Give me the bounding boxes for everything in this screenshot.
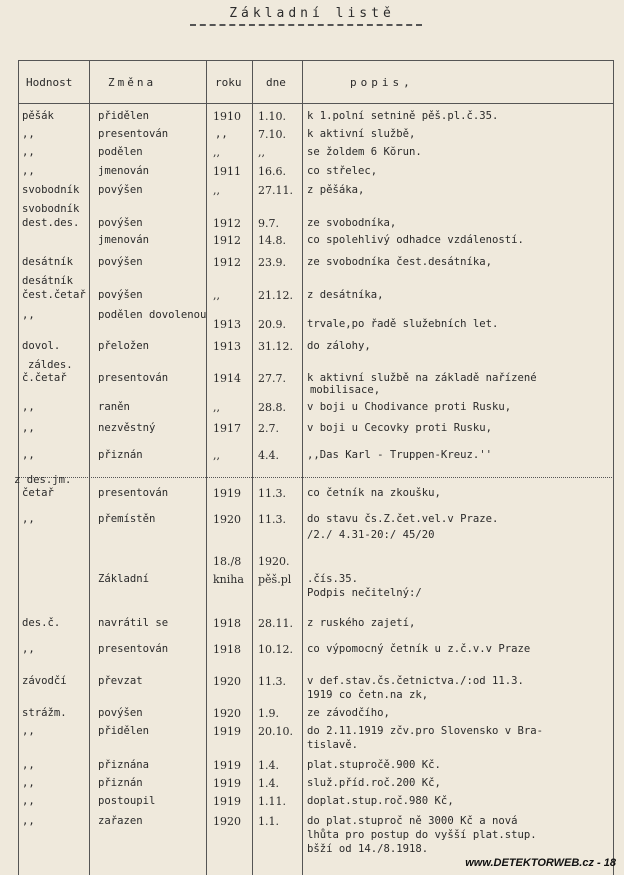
col-border-right — [613, 60, 614, 875]
cell-change: nezvěstný — [98, 422, 156, 434]
cell-year: 1919 — [213, 487, 241, 500]
annotation-text: svobodník — [22, 203, 80, 215]
cell-desc: trvale,po řadě služebních let. — [307, 318, 499, 330]
cell-desc: plat.stupročě.900 Kč. — [307, 759, 441, 771]
cell-desc: doplat.stup.roč.980 Kč, — [307, 795, 454, 807]
cell-year: 1912 — [213, 234, 241, 247]
cell-rank: závodčí — [22, 675, 67, 687]
cell-day: 11.3. — [258, 675, 286, 688]
cell-day: 14.8. — [258, 234, 286, 247]
cell-year: kniha — [213, 573, 244, 586]
cell-change: presentován — [98, 372, 169, 384]
cell-year: ,, — [213, 401, 220, 414]
cell-change: přiznán — [98, 449, 143, 461]
cell-change: jmenován — [98, 234, 150, 246]
cell-change: raněn — [98, 401, 130, 413]
cell-desc: z pěšáka, — [307, 184, 365, 196]
cell-desc: do zálohy, — [307, 340, 371, 352]
cell-desc: k aktivní službě, — [307, 128, 416, 140]
cell-day: 10.12. — [258, 643, 293, 656]
cell-desc: 1919 co četn.na zk, — [307, 689, 429, 701]
cell-rank: ,, — [22, 795, 35, 807]
cell-year: 1911 — [213, 165, 241, 178]
cell-change: zařazen — [98, 815, 143, 827]
col-border-day — [302, 60, 303, 875]
cell-rank: četař — [22, 487, 54, 499]
cell-year: 1919 — [213, 725, 241, 738]
cell-desc: z desátníka, — [307, 289, 384, 301]
cell-change: povýšen — [98, 289, 143, 301]
cell-rank: strážm. — [22, 707, 67, 719]
cell-change: povýšen — [98, 217, 143, 229]
cell-day: 2.7. — [258, 422, 279, 435]
annotation-text: mobilisace, — [310, 384, 381, 396]
cell-year: 1913 — [213, 340, 241, 353]
cell-change: přiznána — [98, 759, 150, 771]
cell-year: 18./8 — [213, 555, 242, 568]
cell-rank: pěšák — [22, 110, 54, 122]
cell-change: přiznán — [98, 777, 143, 789]
cell-change: navrátil se — [98, 617, 169, 629]
cell-year: 1918 — [213, 643, 241, 656]
cell-year: 1920 — [213, 675, 241, 688]
cell-desc: co spolehlivý odhadce vzdáleností. — [307, 234, 524, 246]
cell-day: 27.11. — [258, 184, 293, 197]
cell-rank: ,, — [22, 165, 35, 177]
cell-year: ,, — [213, 449, 220, 462]
cell-day: 23.9. — [258, 256, 286, 269]
cell-year: 1920 — [213, 815, 241, 828]
cell-year: ,, — [213, 146, 220, 159]
cell-year: 1918 — [213, 617, 241, 630]
cell-change: podělen — [98, 146, 143, 158]
cell-rank: ,, — [22, 777, 35, 789]
cell-desc: k aktivní službě na základě nařízené — [307, 372, 537, 384]
cell-desc: v def.stav.čs.četnictva./:od 11.3. — [307, 675, 524, 687]
header-bottom-border — [18, 103, 614, 104]
cell-desc: do plat.stuproč ně 3000 Kč a nová — [307, 815, 518, 827]
cell-desc: z ruského zajetí, — [307, 617, 416, 629]
cell-desc: se žoldem 6 Kŏrun. — [307, 146, 422, 158]
cell-day: 11.3. — [258, 487, 286, 500]
cell-day: 7.10. — [258, 128, 286, 141]
col-border-change — [206, 60, 207, 875]
cell-desc: do 2.11.1919 zčv.pro Slovensko v Bra- — [307, 725, 543, 737]
cell-rank: svobodník — [22, 184, 80, 196]
cell-rank: dovol. — [22, 340, 61, 352]
cell-desc: služ.příd.roč.200 Kč, — [307, 777, 441, 789]
cell-desc: Podpis nečitelný:/ — [307, 587, 422, 599]
cell-day: 1920. — [258, 555, 290, 568]
document-title: Základní listě — [229, 6, 395, 21]
header-year: roku — [215, 76, 242, 89]
cell-year: 1920 — [213, 513, 241, 526]
cell-day: 1.11. — [258, 795, 286, 808]
cell-change: presentován — [98, 487, 169, 499]
cell-day: 20.9. — [258, 318, 286, 331]
header-change: Změna — [108, 76, 157, 89]
cell-change: přidělen — [98, 725, 150, 737]
watermark: www.DETEKTORWEB.cz - 18 — [465, 857, 616, 869]
cell-desc: k 1.polní setnině pěš.pl.č.35. — [307, 110, 499, 122]
cell-rank: ,, — [22, 401, 35, 413]
cell-year: 1912 — [213, 256, 241, 269]
header-day: dne — [266, 76, 286, 89]
cell-year: 1912 — [213, 217, 241, 230]
cell-desc: tislavě. — [307, 739, 359, 751]
cell-day: 27.7. — [258, 372, 286, 385]
cell-year: 1913 — [213, 318, 241, 331]
cell-rank: ,, — [22, 759, 35, 771]
cell-desc: ze svobodníka, — [307, 217, 397, 229]
cell-year: 1920 — [213, 707, 241, 720]
cell-year: ,, — [213, 289, 220, 302]
cell-rank: ,, — [22, 146, 35, 158]
cell-day: 28.11. — [258, 617, 293, 630]
annotation-text: ,, — [215, 128, 228, 140]
annotation-text: z des.jm. — [14, 474, 72, 486]
cell-year: 1910 — [213, 110, 241, 123]
cell-rank: čest.četař — [22, 289, 86, 301]
cell-year: 1919 — [213, 777, 241, 790]
cell-rank: ,, — [22, 643, 35, 655]
cell-day: 16.6. — [258, 165, 286, 178]
cell-desc: ze závodčího, — [307, 707, 390, 719]
cell-change: Základní — [98, 573, 150, 585]
cell-rank: dest.des. — [22, 217, 80, 229]
cell-year: 1919 — [213, 759, 241, 772]
cell-day: 1.4. — [258, 759, 279, 772]
header-rank: Hodnost — [26, 76, 73, 89]
cell-rank: ,, — [22, 815, 35, 827]
cell-change: převzat — [98, 675, 143, 687]
col-border-year — [252, 60, 253, 875]
cell-change: postoupil — [98, 795, 156, 807]
cell-rank: ,, — [22, 422, 35, 434]
cell-desc: .čís.35. — [307, 573, 359, 585]
annotation-text: desátník — [22, 275, 74, 287]
annotation-text: záldes. — [28, 359, 73, 371]
cell-rank: ,, — [22, 128, 35, 140]
cell-desc: lhůta pro postup do vyšší plat.stup. — [307, 829, 537, 841]
title-underline — [190, 24, 422, 26]
cell-day: 11.3. — [258, 513, 286, 526]
cell-desc: v boji u Cecovky proti Rusku, — [307, 422, 492, 434]
cell-change: podělen dovolenou — [98, 309, 207, 321]
cell-desc: co střelec, — [307, 165, 378, 177]
cell-day: 4.4. — [258, 449, 279, 462]
cell-change: presentován — [98, 643, 169, 655]
col-border-left — [18, 60, 19, 875]
cell-desc: bšží od 14./8.1918. — [307, 843, 429, 855]
cell-year: 1919 — [213, 795, 241, 808]
cell-day: 1.9. — [258, 707, 279, 720]
header-desc: popis, — [350, 76, 414, 89]
cell-rank: ,, — [22, 513, 35, 525]
cell-desc: co četník na zkoušku, — [307, 487, 441, 499]
cell-change: přemístěn — [98, 513, 156, 525]
cell-rank: ,, — [22, 725, 35, 737]
cell-desc: co výpomocný četník u z.č.v.v Praze — [307, 643, 531, 655]
cell-desc: ,,Das Karl - Truppen-Kreuz.'' — [307, 449, 492, 461]
cell-desc: ze svobodníka čest.desátníka, — [307, 256, 492, 268]
cell-day: 9.7. — [258, 217, 279, 230]
cell-change: přidělen — [98, 110, 150, 122]
cell-day: 20.10. — [258, 725, 293, 738]
cell-day: 1.1. — [258, 815, 279, 828]
cell-change: povýšen — [98, 707, 143, 719]
cell-day: 1.10. — [258, 110, 286, 123]
cell-desc: /2./ 4.31-20:/ 45/20 — [307, 529, 435, 541]
cell-rank: č.četař — [22, 372, 67, 384]
cell-desc: v boji u Chodivance proti Rusku, — [307, 401, 512, 413]
cell-year: 1917 — [213, 422, 241, 435]
cell-change: povýšen — [98, 184, 143, 196]
cell-rank: des.č. — [22, 617, 61, 629]
cell-year: ,, — [213, 184, 220, 197]
cell-day: ,, — [258, 146, 265, 159]
cell-change: jmenován — [98, 165, 150, 177]
cell-rank: ,, — [22, 309, 35, 321]
cell-day: 28.8. — [258, 401, 286, 414]
cell-day: 31.12. — [258, 340, 293, 353]
cell-change: přeložen — [98, 340, 150, 352]
cell-year: 1914 — [213, 372, 241, 385]
cell-day: 21.12. — [258, 289, 293, 302]
cell-rank: ,, — [22, 449, 35, 461]
section-divider — [18, 477, 614, 478]
cell-day: 1.4. — [258, 777, 279, 790]
cell-change: presentován — [98, 128, 169, 140]
cell-day: pěš.pl — [258, 573, 292, 586]
cell-rank: desátník — [22, 256, 74, 268]
cell-change: povýšen — [98, 256, 143, 268]
col-border-rank — [89, 60, 90, 875]
table-top-border — [18, 60, 614, 61]
cell-desc: do stavu čs.Z.čet.vel.v Praze. — [307, 513, 499, 525]
